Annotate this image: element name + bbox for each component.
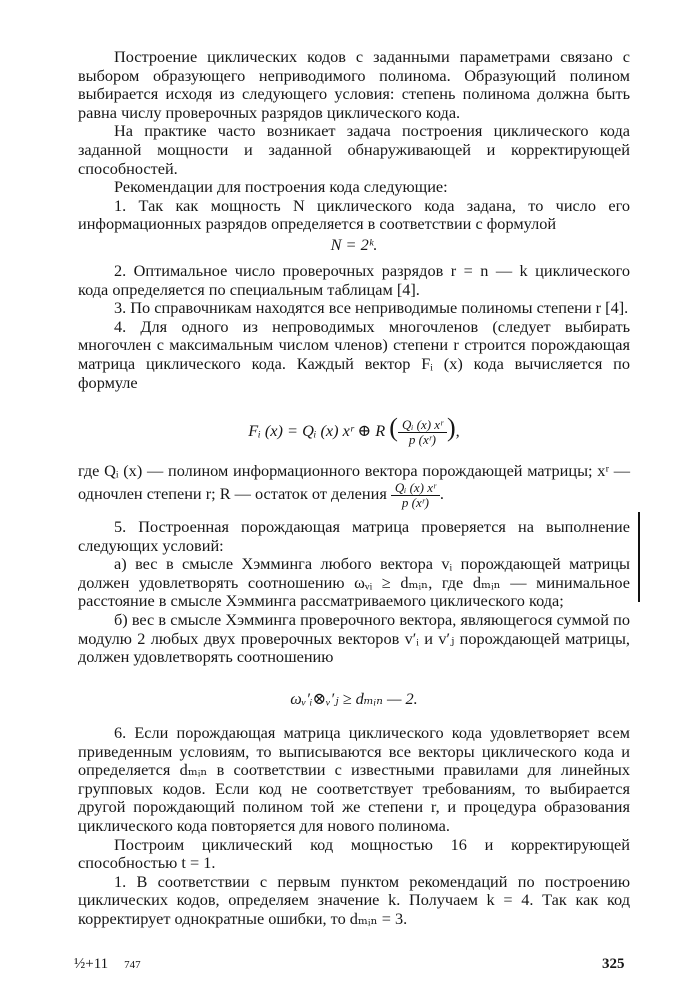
recommendation-6-and-example: 6. Если порождающая матрица циклического кода удовлетворяет всем приведенным условиям, то выписываются все векторы циклического кода и определяется dₘᵢₙ в соответствии с известными правилами для линейных групповых кодов. Если код не соответствует требованиям, то выбирается другой порождающий полином той же степени r, и процедура образования циклического кода повторяется для нового полинома. Построим циклический код мощностью 16 и корректирующей способностью t = 1. 1. В соответствии с первым пунктом рекомендаций по построению циклических кодов, определяем значение k. Получаем k = 4. Так как код корректирует однократные ошибки, то dₘᵢₙ = 3.	[78, 723, 630, 928]
paragraph-generator-choice: Построение циклических кодов с заданными параметрами связано с выбором образующего неприводимого полинома. Образующий полином выбирается исходя из следующего условия: степень полинома должна быть равна числу проверочных разрядов циклического кода. На практике часто возникает задача построения циклического кода заданной мощности и заданной обнаруживающей и корректирующей способностей. Рекомендации для построения кода следующие: 1. Так как мощность N циклического кода задана, то число его информационных разрядов определяется в соответствии с формулой	[78, 47, 630, 234]
formula-explanation: где Qᵢ (x) — полином информационного вектора порождающей матрицы; xʳ — одночлен степени r; R — остаток от деления $\frac{\text{Qᵢ (x) xʳ}}{\text{p (xʳ)}}$ .	[78, 461, 630, 510]
formula-weight-sum: ωᵥ′ᵢ⊗ᵥ′ⱼ ≥ dₘᵢₙ — 2.	[290, 689, 418, 708]
formula-n-equals-2k: N = 2ᵏ.	[330, 235, 378, 254]
recommendations-2-4: 2. Оптимальное число проверочных разрядов r = n — k циклического кода определяется по специальным таблицам [4]. 3. По справочникам находятся все неприводимые полиномы степени r [4]. 4. Для одного из непроводимых многочленов (следует выбирать многочлен с максимальным числом членов) степени r строится порождающая матрица циклического кода. Каждый вектор Fᵢ (x) кода вычисляется по формуле	[78, 261, 630, 392]
margin-rule	[638, 512, 640, 602]
signature-mark: ½+11 747	[74, 956, 141, 972]
page-number: 325	[602, 956, 625, 972]
fraction-division: $\frac{\text{Qᵢ (x) xʳ}}{\text{p (xʳ)}}$	[391, 481, 440, 510]
recommendation-5: 5. Построенная порождающая матрица проверяется на выполнение следующих условий: а) вес в смысле Хэмминга любого вектора vᵢ порождающей матрицы должен удовлетворять соотношению ωᵥᵢ ≥ dₘᵢₙ, где dₘᵢₙ — минимальное расстояние в смысле Хэмминга рассматриваемого циклического кода; б) вес в смысле Хэмминга проверочного вектора, являющегося суммой по модулю 2 любых двух проверочных векторов v′ᵢ и v′ⱼ порождающей матрицы, должен удовлетворять соотношению	[78, 517, 630, 667]
formula-vector-f: Fᵢ (x) = Qᵢ (x) xʳ ⊕ R ( $\frac{\text{Qᵢ (x) xʳ}}{\text{p (xʳ)}}$ ),	[248, 413, 460, 447]
fraction-remainder: $\frac{\text{Qᵢ (x) xʳ}}{\text{p (xʳ)}}$	[398, 418, 447, 447]
